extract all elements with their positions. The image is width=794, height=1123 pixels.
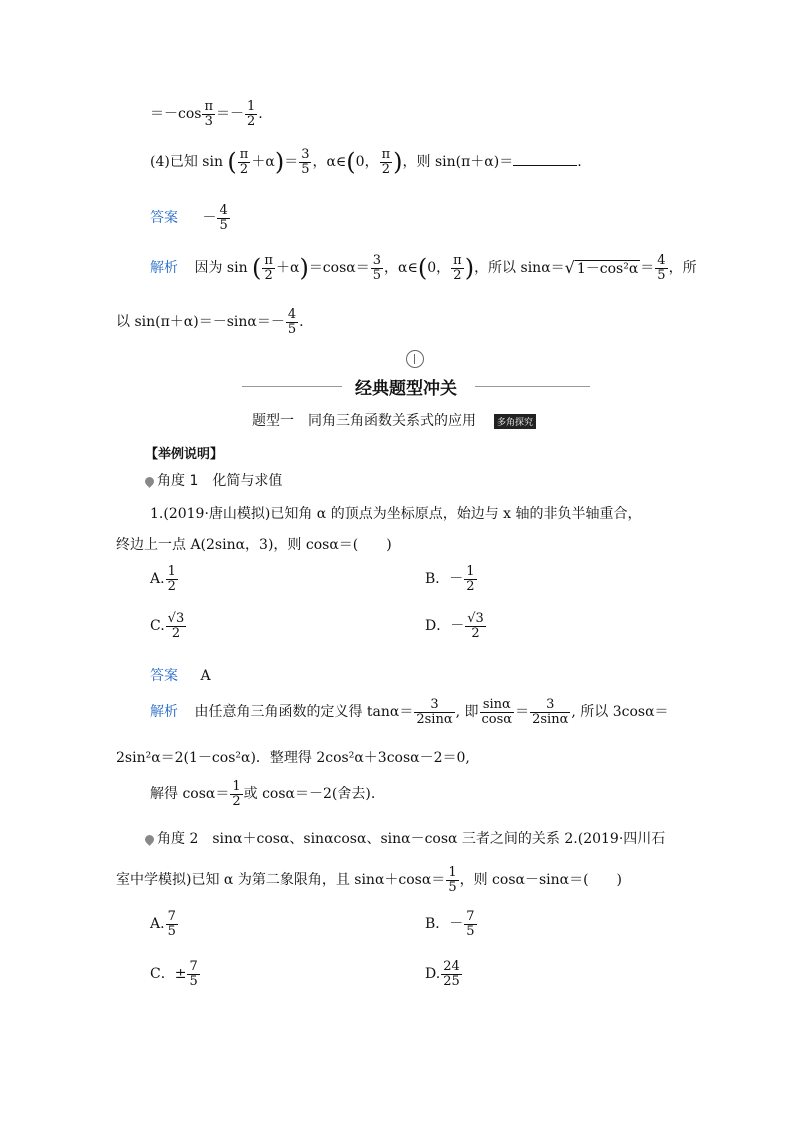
option-c: C．± $\frac{7}{5}$ [150,959,198,989]
answer-keyword: 答案 [150,668,178,684]
question-1-line-1: 1.(2019·唐山模拟)已知角 α 的顶点为坐标原点，始边与 x 轴的非负半轴重合， [150,506,642,522]
option-c: C. $\frac{√3}{2}$ [150,611,185,641]
option-a: A. $\frac{7}{5}$ [150,909,176,939]
fraction: $\frac{3}{5}$ [372,253,382,283]
solution-1-line-1: 解析 由任意角三角函数的定义得 tanα＝ $\frac{3}{2\sin\alpha}$ , 即 $\frac{\sin\alpha}{\cos\alpha}$ ＝ $\frac{3}{2\sin\alpha}$ , 所以 3cosα＝ [150,697,669,727]
location-pin-icon [143,833,156,846]
fraction: $\frac{1}{2}$ [247,99,256,129]
answer-blank [513,151,577,166]
fraction: $\frac{\pi}{2}$ [239,147,249,177]
location-pin-icon [143,475,156,488]
equation-line: ＝－cos $\frac{\pi}{3}$ ＝－ $\frac{1}{2}$ . [150,99,263,129]
option-d: D. $\frac{24}{25}$ [425,959,460,989]
solution-keyword: 解析 [150,704,178,721]
text: ＝－ [216,106,245,123]
example-label: 【举例说明】 [145,447,224,462]
option-d: D．－ $\frac{√3}{2}$ [425,611,484,641]
option-a: A. $\frac{1}{2}$ [150,564,176,594]
subsection-title: 题型一 同角三角函数关系式的应用 多角探究 [252,410,536,430]
angle-1-heading: 角度 1 化简与求值 [145,470,282,490]
fraction: $\frac{\pi}{3}$ [204,99,214,129]
fraction: $\frac{\pi}{2}$ [453,253,462,283]
fraction: $\frac{4}{5}$ [219,203,228,233]
answer-line-1: 答案 A [150,668,211,684]
fraction: $\frac{4}{5}$ [657,253,666,283]
text: ＝－cos [150,106,202,123]
angle-2-heading: 角度 2 sinα＋cosα、sinαcosα、sinα－cosα 三者之间的关系 2.(2019·四川石 [145,828,665,848]
divider-right [475,386,590,387]
question-1-line-2: 终边上一点 A(2sinα，3)，则 cosα＝( ) [116,537,392,553]
solution-1-line-2: 2sin²α＝2(1－cos²α)．整理得 2cos²α＋3cosα－2＝0, [116,750,470,766]
fraction: $\frac{\pi}{2}$ [381,147,391,177]
answer-line: 答案 － $\frac{4}{5}$ [150,203,228,233]
option-b: B．－ $\frac{7}{5}$ [425,909,475,939]
solution-line-2: 以 sin(π＋α)＝－sinα＝－ $\frac{4}{5}$ . [116,307,304,337]
solution-keyword: 解析 [150,260,178,277]
solution-1-line-3: 解得 cosα＝ $\frac{1}{2}$ 或 cosα＝－2(舍去). [150,779,376,809]
option-b: B．－ $\frac{1}{2}$ [425,564,475,594]
square-root: √ 1－cos²α [564,258,639,278]
fraction: $\frac{\pi}{2}$ [264,253,273,283]
section-title: 经典题型冲关 [355,379,457,399]
answer-keyword: 答案 [150,210,178,227]
divider-left [242,386,342,387]
question-4: (4)已知 sin ( $\frac{\pi}{2}$ ＋α)＝ $\frac{3}{5}$ ，α∈(0， $\frac{\pi}{2}$ )，则 sin(π＋α)＝ . [150,147,582,177]
section-emblem-icon [406,350,424,368]
fraction: $\frac{3}{5}$ [301,147,310,177]
solution-line-1: 解析 因为 sin ( $\frac{\pi}{2}$ ＋α)＝cosα＝ $\frac{3}{5}$ ，α∈(0， $\frac{\pi}{2}$ )，所以 sinα＝√ 1－cos²α ＝ $\frac{4}{5}$ ，所 [150,253,697,283]
tag-badge: 多角探究 [494,414,536,429]
fraction: $\frac{4}{5}$ [287,307,297,337]
question-2-line-2: 室中学模拟)已知 α 为第二象限角，且 sinα＋cosα＝ $\frac{1}{5}$ ，则 cosα－sinα＝( ) [116,865,623,895]
